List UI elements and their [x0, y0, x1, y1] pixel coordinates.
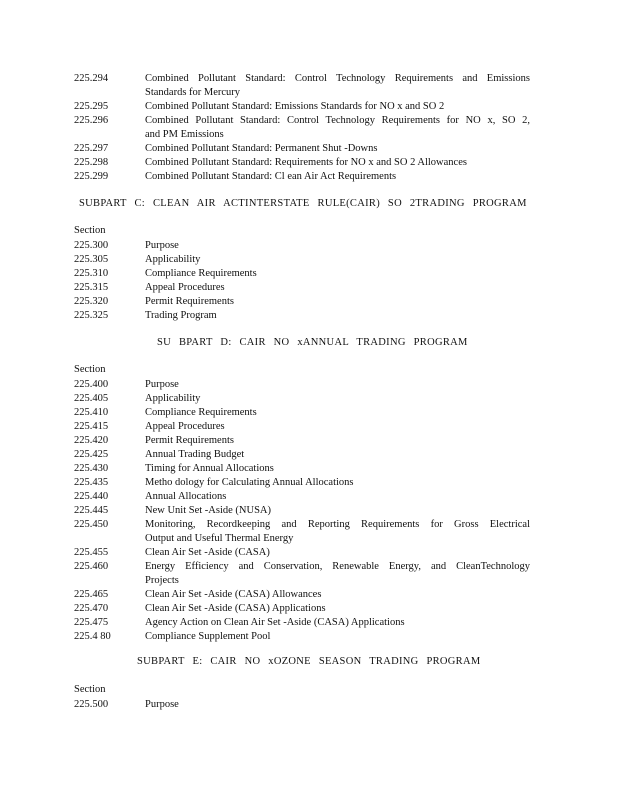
section-title: Combined Pollutant Standard: Control Technology Requirements and Emissions	[145, 73, 530, 84]
section-title: Purpose	[145, 699, 179, 710]
section-title: Combined Pollutant Standard: Emissions Standards for NO x and SO 2	[145, 101, 445, 112]
section-title: Compliance Requirements	[145, 407, 257, 418]
section-title-continued: Standards for Mercury	[145, 87, 241, 98]
section-label: Section	[74, 684, 106, 695]
section-number: 225.325	[74, 310, 109, 321]
section-title: Applicability	[145, 393, 201, 404]
section-number: 225.470	[74, 603, 109, 614]
section-title: Permit Requirements	[145, 435, 234, 446]
section-label: Section	[74, 225, 106, 236]
section-number: 225.460	[74, 561, 109, 572]
section-number: 225.440	[74, 491, 109, 502]
section-number: 225.420	[74, 435, 109, 446]
section-title: Combined Pollutant Standard: Cl ean Air Act Requirements	[145, 171, 397, 182]
section-number: 225.299	[74, 171, 109, 182]
section-title: Timing for Annual Allocations	[145, 463, 274, 474]
section-number: 225.300	[74, 240, 109, 251]
section-title: Clean Air Set -Aside (CASA)	[145, 547, 270, 558]
section-number: 225.4 80	[74, 631, 111, 642]
section-title: Clean Air Set -Aside (CASA) Allowances	[145, 589, 322, 600]
subpart-c-heading: SUBPART C: CLEAN AIR ACTINTERSTATE RULE(CAIR) SO 2TRADING PROGRAM	[79, 198, 527, 209]
subpart-d-heading: SU BPART D: CAIR NO xANNUAL TRADING PROGRAM	[157, 337, 468, 348]
section-number: 225.425	[74, 449, 109, 460]
section-number: 225.400	[74, 379, 109, 390]
section-title: Appeal Procedures	[145, 282, 225, 293]
section-number: 225.405	[74, 393, 109, 404]
section-number: 225.297	[74, 143, 109, 154]
section-number: 225.296	[74, 115, 109, 126]
subpart-e-heading: SUBPART E: CAIR NO xOZONE SEASON TRADING PROGRAM	[137, 656, 481, 667]
section-title: Monitoring, Recordkeeping and Reporting Requirements for Gross Electrical	[145, 519, 530, 530]
section-number: 225.450	[74, 519, 109, 530]
section-number: 225.294	[74, 73, 109, 84]
section-number: 225.298	[74, 157, 109, 168]
section-number: 225.320	[74, 296, 109, 307]
section-number: 225.415	[74, 421, 109, 432]
section-title: Metho dology for Calculating Annual Allocations	[145, 477, 354, 488]
section-title: Compliance Requirements	[145, 268, 257, 279]
section-number: 225.455	[74, 547, 109, 558]
section-title-continued: Output and Useful Thermal Energy	[145, 533, 294, 544]
section-number: 225.445	[74, 505, 109, 516]
section-title: Trading Program	[145, 310, 217, 321]
section-title: Purpose	[145, 379, 179, 390]
section-title: Combined Pollutant Standard: Control Technology Requirements for NO x, SO 2,	[145, 115, 530, 126]
section-title: Annual Trading Budget	[145, 449, 245, 460]
section-title: Permit Requirements	[145, 296, 234, 307]
section-title: Combined Pollutant Standard: Requirements for NO x and SO 2 Allowances	[145, 157, 467, 168]
section-number: 225.475	[74, 617, 109, 628]
section-number: 225.430	[74, 463, 109, 474]
section-number: 225.295	[74, 101, 109, 112]
section-label: Section	[74, 364, 106, 375]
section-title: Compliance Supplement Pool	[145, 631, 271, 642]
section-title: Clean Air Set -Aside (CASA) Applications	[145, 603, 326, 614]
section-number: 225.465	[74, 589, 109, 600]
section-number: 225.310	[74, 268, 109, 279]
section-title: Appeal Procedures	[145, 421, 225, 432]
section-title-continued: Projects	[145, 575, 179, 586]
section-title-continued: and PM Emissions	[145, 129, 224, 140]
section-title: Combined Pollutant Standard: Permanent Shut -Downs	[145, 143, 378, 154]
section-title: New Unit Set -Aside (NUSA)	[145, 505, 271, 516]
section-number: 225.305	[74, 254, 109, 265]
section-number: 225.500	[74, 699, 109, 710]
section-title: Purpose	[145, 240, 179, 251]
section-title: Annual Allocations	[145, 491, 227, 502]
section-title: Energy Efficiency and Conservation, Renewable Energy, and CleanTechnology	[145, 561, 530, 572]
section-title: Agency Action on Clean Air Set -Aside (CASA) Applications	[145, 617, 405, 628]
section-number: 225.410	[74, 407, 109, 418]
section-number: 225.435	[74, 477, 109, 488]
section-title: Applicability	[145, 254, 201, 265]
section-number: 225.315	[74, 282, 109, 293]
